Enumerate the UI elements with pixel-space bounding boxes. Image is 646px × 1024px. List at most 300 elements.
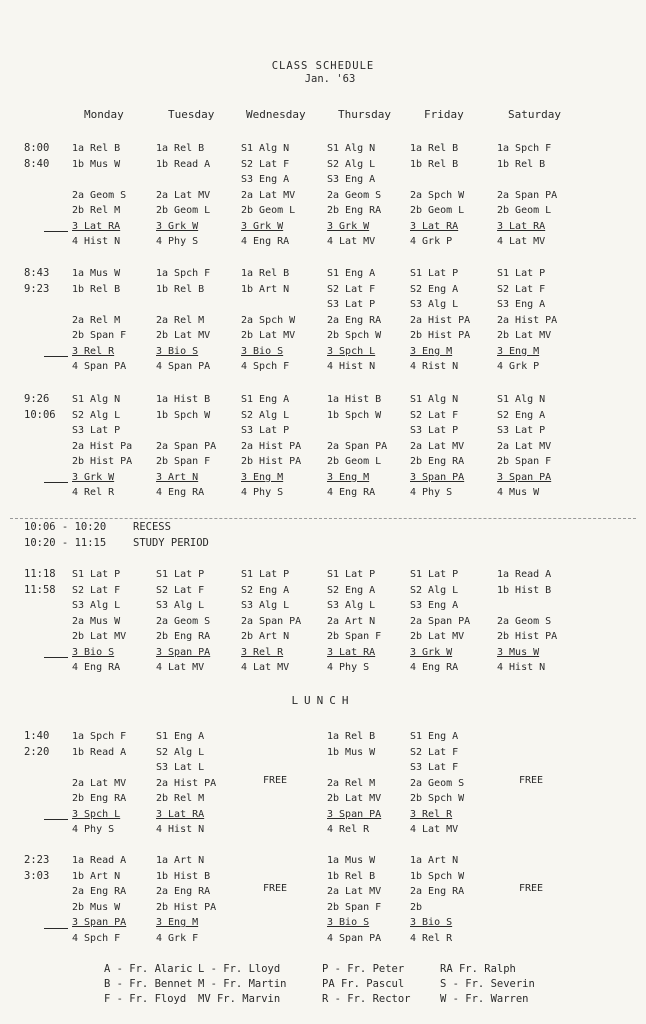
class-entry: 1a Read A — [72, 855, 127, 866]
class-entry: 3 Bio S — [156, 345, 199, 357]
class-entry — [72, 172, 126, 188]
class-entry: 1a Rel B — [327, 731, 376, 742]
class-entry: 2b Eng RA — [327, 205, 382, 216]
class-entry: 2a Eng RA — [327, 314, 382, 326]
class-entry: 3 Lat RA — [72, 220, 121, 232]
class-entry: 2b Eng RA — [72, 793, 127, 804]
legend-entry: RA Fr. Ralph — [440, 963, 516, 975]
class-entry — [156, 172, 210, 188]
class-entry: 3 Grk W — [72, 471, 115, 483]
class-entry: 4 Phy S — [410, 487, 453, 498]
class-entry: 4 Hist N — [156, 824, 205, 835]
class-entry: 4 Hist N — [72, 236, 121, 247]
class-entry: 2a Lat MV — [72, 777, 127, 789]
period-time: 2:23 — [24, 854, 50, 866]
class-entry: 1b Rel B — [156, 283, 205, 295]
class-entry: 3 Lat RA — [327, 646, 376, 658]
class-cell — [156, 392, 216, 501]
class-entry: 1b Art N — [72, 870, 121, 882]
class-entry — [497, 598, 557, 614]
class-cell — [410, 567, 470, 676]
class-entry: 1b Rel B — [327, 870, 376, 882]
period-time: 1:40 — [24, 730, 50, 742]
class-entry: 2b Spch W — [327, 330, 382, 341]
legend-entry: R - Fr. Rector — [322, 993, 411, 1005]
class-entry: S3 Alg L — [72, 600, 121, 611]
class-entry: 4 Lat MV — [241, 662, 290, 673]
section-rule — [44, 231, 68, 232]
class-entry: 2b Hist PA — [497, 631, 558, 642]
class-entry: 3 Span PA — [156, 646, 211, 658]
class-entry: 2a Geom S — [72, 189, 127, 201]
class-entry: 4 Rel R — [410, 932, 453, 944]
class-entry: 4 Mus W — [497, 487, 540, 498]
class-entry: 2b Lat MV — [497, 330, 552, 341]
class-entry: 3 Bio S — [241, 345, 284, 357]
class-entry: S1 Lat P — [410, 268, 459, 279]
class-entry: 2a Span PA — [327, 440, 388, 452]
class-cell — [497, 392, 551, 501]
section-rule — [44, 819, 68, 820]
class-entry: S1 Alg N — [241, 143, 290, 154]
class-entry: 4 Hist N — [327, 361, 376, 372]
class-entry: 4 Grk P — [410, 236, 453, 247]
day-header-saturday: Saturday — [508, 108, 561, 121]
legend-entry: S - Fr. Severin — [440, 978, 535, 990]
period-time: 10:06 — [24, 408, 56, 421]
class-entry: 2a Spch W — [241, 314, 296, 326]
day-header-wednesday: Wednesday — [246, 108, 306, 121]
class-entry: S2 Eng A — [410, 283, 459, 295]
class-entry: 3 Bio S — [72, 646, 115, 658]
class-entry: 2b Span F — [156, 456, 211, 467]
class-entry: 1a Read A — [497, 569, 552, 580]
class-entry — [410, 172, 464, 188]
class-entry: S3 Alg L — [327, 600, 376, 611]
class-entry: 2a Span PA — [241, 615, 302, 627]
class-entry: S1 Lat P — [156, 569, 205, 580]
class-entry: 2b Hist PA — [156, 901, 217, 913]
class-entry: 2b Lat MV — [72, 631, 127, 642]
class-entry: 2a Rel M — [156, 314, 205, 326]
class-entry: S3 Lat L — [156, 762, 205, 773]
class-cell — [327, 567, 381, 676]
class-cell — [410, 392, 464, 501]
class-entry: 1b Read A — [72, 746, 127, 758]
period-time: 9:26 — [24, 393, 50, 405]
class-cell — [156, 266, 210, 375]
period-times — [24, 392, 56, 423]
class-entry: S2 Alg L — [241, 409, 290, 421]
class-entry — [241, 297, 295, 313]
day-header-tuesday: Tuesday — [168, 108, 215, 121]
class-entry — [72, 760, 126, 776]
class-entry: 1a Mus W — [327, 855, 376, 866]
class-cell — [241, 141, 295, 250]
class-entry: S2 Lat F — [156, 584, 205, 596]
class-entry: 4 Eng RA — [410, 662, 459, 673]
class-entry: 2a Geom S — [497, 615, 552, 627]
class-entry: 2b Geom L — [241, 205, 296, 216]
class-entry: 3 Eng M — [497, 345, 540, 357]
class-entry: 4 Grk F — [156, 932, 199, 944]
class-entry: 3 Bio S — [327, 917, 370, 928]
class-entry: 2a Span PA — [156, 440, 217, 452]
section-rule — [44, 657, 68, 658]
class-entry: S1 Lat P — [241, 569, 290, 580]
free-period: FREE — [263, 883, 288, 894]
class-entry: 4 Phy S — [241, 487, 284, 498]
class-entry: 4 Span PA — [72, 361, 127, 372]
class-entry: S3 Lat P — [72, 425, 121, 436]
class-entry: S2 Lat F — [410, 746, 459, 758]
period-time: 9:23 — [24, 282, 50, 295]
section-rule — [44, 356, 68, 357]
free-period: FREE — [263, 775, 288, 786]
class-entry: 4 Rel R — [327, 824, 370, 835]
class-entry: 3 Span PA — [497, 471, 552, 483]
class-entry: S2 Alg L — [410, 584, 459, 596]
class-entry: S2 Eng A — [327, 584, 376, 596]
class-entry: 1a Hist B — [156, 394, 211, 405]
class-entry: 1a Rel B — [72, 143, 121, 154]
class-entry: 4 Eng RA — [72, 662, 121, 673]
class-entry: 1a Art N — [156, 855, 205, 866]
class-entry: 4 Lat MV — [327, 236, 376, 247]
lunch-label: LUNCH — [291, 694, 355, 707]
class-entry: 4 Span PA — [327, 932, 382, 944]
class-entry: 2a Eng RA — [410, 886, 465, 897]
class-cell — [156, 141, 210, 250]
period-time: 8:43 — [24, 267, 50, 279]
class-entry: 2a Geom S — [327, 189, 382, 201]
day-header-monday: Monday — [84, 108, 124, 121]
class-entry: 3 Spch L — [327, 345, 376, 357]
class-entry: S3 Alg L — [241, 600, 290, 611]
class-entry: 2a Eng RA — [72, 886, 127, 897]
period-time: 8:40 — [24, 157, 50, 170]
class-entry: 1a Rel B — [156, 143, 205, 154]
class-entry: S1 Lat P — [410, 569, 459, 580]
class-cell — [72, 729, 126, 838]
class-cell — [156, 567, 210, 676]
class-entry: 2b Geom L — [327, 456, 382, 467]
section-rule — [44, 482, 68, 483]
class-entry: 4 Lat MV — [410, 824, 459, 835]
class-entry: 3 Bio S — [410, 917, 453, 928]
class-entry — [156, 297, 210, 313]
class-entry: S3 Eng A — [241, 174, 290, 185]
class-entry: 3 Span PA — [72, 917, 127, 928]
study-period-time: 10:20 - 11:15 — [24, 537, 107, 549]
class-entry: S1 Alg N — [72, 394, 121, 405]
class-entry: 2a Eng RA — [156, 886, 211, 897]
class-entry: 2a Hist PA — [241, 440, 302, 452]
class-cell — [241, 266, 295, 375]
class-cell — [241, 392, 301, 501]
class-entry: 3 Rel R — [241, 646, 284, 658]
class-cell — [327, 853, 381, 946]
class-entry: S1 Lat P — [72, 569, 121, 580]
class-entry: 4 Hist N — [497, 662, 546, 673]
class-entry: S1 Alg N — [327, 143, 376, 154]
day-header-friday: Friday — [424, 108, 464, 121]
legend-entry: M - Fr. Martin — [198, 978, 287, 990]
class-entry: 2b Span F — [72, 330, 127, 341]
class-entry: 2b Geom L — [156, 205, 211, 216]
class-entry: 3 Eng M — [410, 345, 453, 357]
class-entry: 2b Lat MV — [410, 631, 465, 642]
class-entry: 4 Span PA — [156, 361, 211, 372]
class-entry: 2a Spch W — [410, 189, 465, 201]
class-entry: S2 Eng A — [497, 409, 546, 421]
legend-entry: F - Fr. Floyd — [104, 993, 187, 1005]
class-cell — [327, 266, 381, 375]
class-entry: 2a Lat MV — [410, 440, 465, 452]
class-entry: 2b Hist PA — [72, 456, 133, 467]
schedule-title: CLASS SCHEDULE — [271, 60, 375, 72]
section-rule — [44, 928, 68, 929]
class-entry: S1 Eng A — [156, 731, 205, 742]
class-entry: 1a Spch F — [156, 268, 211, 279]
class-entry: 2b Span F — [497, 456, 552, 467]
class-cell — [72, 141, 126, 250]
class-entry: 3 Lat RA — [410, 220, 459, 232]
class-entry: 2a Lat MV — [327, 886, 382, 897]
class-entry: 2b Rel M — [156, 793, 205, 804]
legend-entry: A - Fr. Alaric — [104, 963, 193, 975]
class-entry — [327, 760, 381, 776]
class-entry: 4 Rist N — [410, 361, 459, 372]
class-entry: 2a Hist PA — [156, 777, 217, 789]
period-time: 2:20 — [24, 745, 50, 758]
class-entry: S2 Lat F — [410, 409, 459, 421]
class-entry: 4 Lat MV — [156, 662, 205, 673]
period-time: 11:58 — [24, 583, 56, 596]
class-entry: 3 Mus W — [497, 646, 540, 658]
class-entry: 4 Spch F — [241, 361, 290, 372]
class-cell — [410, 729, 464, 838]
class-entry: 4 Spch F — [72, 932, 121, 944]
class-entry: S3 Lat P — [241, 425, 290, 436]
class-entry: 1b Rel B — [497, 158, 546, 170]
class-entry: 1a Mus W — [72, 268, 121, 279]
class-entry: 3 Span PA — [327, 808, 382, 820]
class-entry: S2 Eng A — [241, 584, 290, 596]
period-time: 3:03 — [24, 869, 50, 882]
class-entry: 2a Hist PA — [497, 314, 558, 326]
class-entry: S2 Alg L — [72, 409, 121, 421]
class-entry: S1 Lat P — [327, 569, 376, 580]
class-entry: 2b Eng RA — [156, 631, 211, 642]
class-entry: 2b Lat MV — [241, 330, 296, 341]
class-entry: 2a Hist Pa — [72, 440, 133, 452]
class-entry: 3 Rel R — [410, 808, 453, 820]
class-entry: 1a Rel B — [241, 268, 290, 279]
period-times — [24, 266, 49, 297]
legend-entry: L - Fr. Lloyd — [198, 963, 281, 975]
period-times — [24, 729, 49, 760]
class-entry: 4 Rel R — [72, 487, 115, 498]
class-entry — [497, 172, 557, 188]
class-entry: 2a Rel M — [327, 777, 376, 789]
class-entry: S3 Alg L — [410, 299, 459, 310]
study-period-label: STUDY PERIOD — [133, 537, 209, 549]
free-period: FREE — [519, 775, 544, 786]
class-entry: S1 Alg N — [497, 394, 546, 405]
class-entry: 4 Lat MV — [497, 236, 546, 247]
class-entry: 3 Spch L — [72, 808, 121, 820]
class-entry: 1a Hist B — [327, 394, 382, 405]
class-entry: 1a Spch F — [497, 143, 552, 154]
legend-entry: W - Fr. Warren — [440, 993, 529, 1005]
class-entry: 1b Rel B — [72, 283, 121, 295]
class-entry: S3 Alg L — [156, 600, 205, 611]
class-entry: S2 Lat F — [497, 283, 546, 295]
class-entry: S1 Alg N — [410, 394, 459, 405]
class-entry: 3 Grk W — [156, 220, 199, 232]
class-entry: S2 Lat F — [72, 584, 121, 596]
section-divider — [10, 518, 636, 519]
class-entry: S3 Eng A — [327, 174, 376, 185]
class-cell — [156, 729, 216, 838]
schedule-date: Jan. '63 — [304, 73, 356, 85]
class-entry: 3 Span PA — [410, 471, 465, 483]
class-entry: 4 Phy S — [327, 662, 370, 673]
class-entry: 2b Geom L — [410, 205, 465, 216]
class-entry: 2b Rel M — [72, 205, 121, 216]
class-entry: 2a Geom S — [156, 615, 211, 627]
class-cell — [497, 567, 557, 676]
class-cell — [497, 266, 557, 375]
class-entry: 1b Spch W — [410, 870, 465, 882]
class-entry: S1 Eng A — [241, 394, 290, 405]
class-entry: S1 Eng A — [327, 268, 376, 279]
class-entry: 3 Grk W — [410, 646, 453, 658]
legend-entry: PA Fr. Pascul — [322, 978, 405, 990]
class-entry: S3 Eng A — [497, 299, 546, 310]
class-cell — [327, 392, 387, 501]
class-cell — [410, 853, 464, 946]
class-cell — [410, 266, 470, 375]
class-entry: 2b Geom L — [497, 205, 552, 216]
class-entry: S3 Lat F — [410, 762, 459, 773]
period-time: 8:00 — [24, 142, 50, 154]
class-entry: S1 Lat P — [497, 268, 546, 279]
class-entry: 2a Lat MV — [156, 189, 211, 201]
class-entry: 1b Spch W — [156, 409, 211, 421]
day-header-thursday: Thursday — [338, 108, 391, 121]
class-cell — [241, 567, 301, 676]
class-entry: 1b Mus W — [72, 158, 121, 170]
class-entry — [156, 423, 216, 439]
period-times — [24, 141, 49, 172]
class-entry: 1b Read A — [156, 158, 211, 170]
recess-label: RECESS — [133, 521, 171, 533]
class-entry: 2a Lat MV — [241, 189, 296, 201]
class-entry: 2b Span F — [327, 901, 382, 913]
class-entry: S2 Lat F — [241, 158, 290, 170]
class-entry: S2 Alg L — [156, 746, 205, 758]
period-times — [24, 853, 49, 884]
class-cell — [72, 392, 132, 501]
class-entry: 4 Grk P — [497, 361, 540, 372]
class-entry: S3 Lat P — [410, 425, 459, 436]
class-entry: 4 Eng RA — [156, 487, 205, 498]
class-entry: S2 Alg L — [327, 158, 376, 170]
class-entry: 3 Eng M — [327, 471, 370, 483]
class-entry: 1a Art N — [410, 855, 459, 866]
class-entry: 3 Eng M — [156, 917, 199, 928]
class-entry: 3 Grk W — [327, 220, 370, 232]
class-entry: 4 Eng RA — [241, 236, 290, 247]
class-entry: 1a Rel B — [410, 143, 459, 154]
recess-time: 10:06 - 10:20 — [24, 521, 107, 533]
class-entry: 2b Spch W — [410, 793, 465, 804]
class-entry: 2a Span PA — [410, 615, 471, 627]
class-entry: 2b Art N — [241, 631, 290, 642]
class-entry: 4 Eng RA — [327, 487, 376, 498]
class-entry: S1 Eng A — [410, 731, 459, 742]
class-cell — [72, 853, 126, 946]
class-entry: 1b Spch W — [327, 409, 382, 421]
class-entry: 1b Rel B — [410, 158, 459, 170]
class-cell — [72, 567, 126, 676]
class-entry: 3 Grk W — [241, 220, 284, 232]
legend-entry: MV Fr. Marvin — [198, 993, 281, 1005]
class-entry: S2 Lat F — [327, 283, 376, 295]
class-entry: 2a Hist PA — [410, 314, 471, 326]
class-entry: 4 Phy S — [72, 824, 115, 835]
class-entry: 1a Spch F — [72, 731, 127, 742]
class-entry — [327, 423, 387, 439]
class-entry: 2a Lat MV — [497, 440, 552, 452]
class-entry: S3 Eng A — [410, 600, 459, 611]
class-entry: 2b Mus W — [72, 901, 121, 913]
class-entry: 3 Rel R — [72, 345, 115, 357]
period-times — [24, 567, 56, 598]
class-cell — [410, 141, 464, 250]
class-entry: 3 Art N — [156, 471, 199, 483]
class-cell — [497, 141, 557, 250]
class-entry: 1b Mus W — [327, 746, 376, 758]
class-entry: 2b Span F — [327, 631, 382, 642]
class-cell — [327, 141, 381, 250]
class-entry: 2b Eng RA — [410, 456, 465, 467]
class-cell — [156, 853, 216, 946]
class-entry: 3 Lat RA — [156, 808, 205, 820]
class-entry: 3 Lat RA — [497, 220, 546, 232]
class-entry: 2b Hist PA — [410, 330, 471, 341]
class-entry: 1b Art N — [241, 283, 290, 295]
class-entry: 3 Eng M — [241, 471, 284, 483]
class-entry: 2b Lat MV — [327, 793, 382, 804]
period-time: 11:18 — [24, 568, 56, 580]
class-entry: 2a Span PA — [497, 189, 558, 201]
legend-entry: B - Fr. Bennet — [104, 978, 193, 990]
free-period: FREE — [519, 883, 544, 894]
class-entry: S3 Lat P — [497, 425, 546, 436]
class-entry: 1b Hist B — [497, 584, 552, 596]
class-entry: 2b — [410, 901, 423, 913]
class-entry: S3 Lat P — [327, 299, 376, 310]
class-cell — [72, 266, 126, 375]
legend-entry: P - Fr. Peter — [322, 963, 405, 975]
class-entry: 1b Hist B — [156, 870, 211, 882]
class-entry: 2b Hist PA — [241, 456, 302, 467]
class-cell — [327, 729, 381, 838]
class-entry: 4 Phy S — [156, 236, 199, 247]
